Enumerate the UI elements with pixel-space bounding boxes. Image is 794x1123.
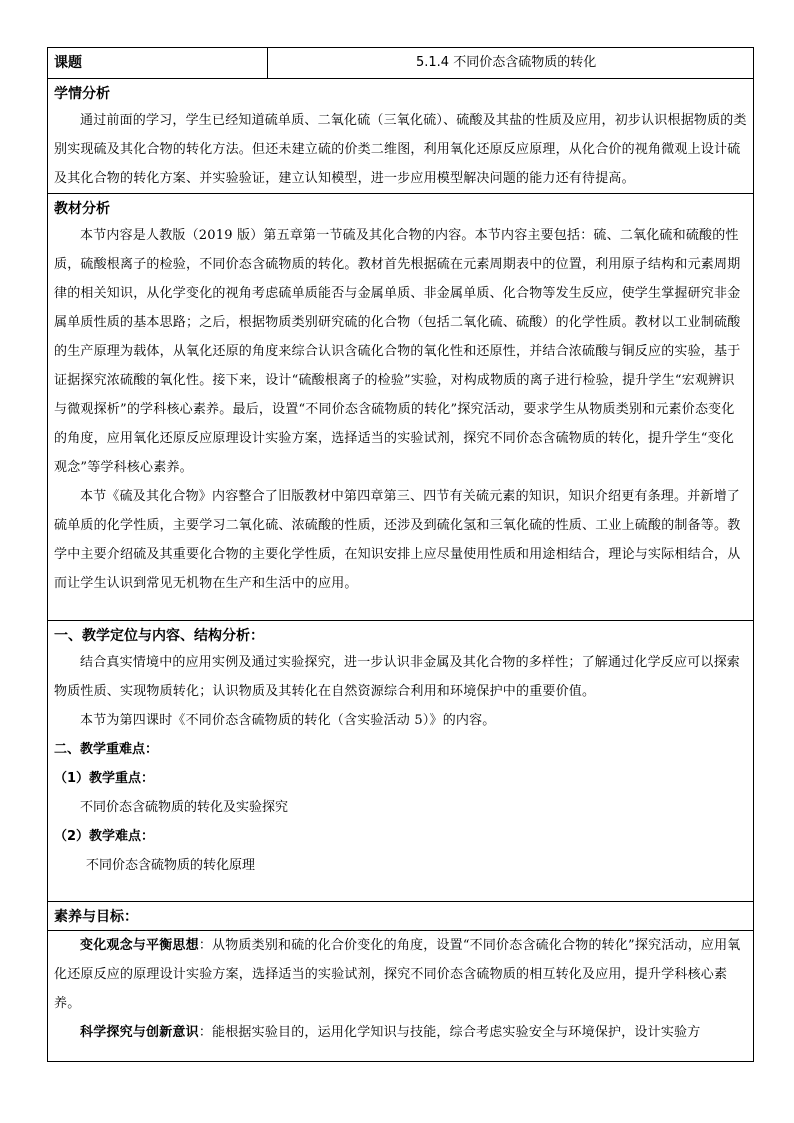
header-row bbox=[48, 48, 754, 79]
topic-label: 课题 bbox=[48, 48, 268, 79]
key-point-title: （1）教学重点： bbox=[54, 771, 155, 786]
literacy-title-row bbox=[48, 902, 754, 931]
literacy-title: 素养与目标： bbox=[54, 909, 138, 925]
literacy-goals-row bbox=[48, 931, 754, 1062]
difficulty-title: 二、教学重难点： bbox=[54, 742, 159, 757]
literacy-item-2-text: ：能根据实验目的，运用化学知识与技能，综合考虑实验安全与环境保护，设计实验方 bbox=[198, 1025, 701, 1040]
difficult-point-title: （2）教学难点： bbox=[54, 829, 155, 844]
literacy-item-1 bbox=[48, 931, 753, 1018]
learner-analysis-title: 学情分析 bbox=[54, 86, 110, 102]
positioning-row bbox=[48, 621, 754, 902]
literacy-item-2-lead: 科学探究与创新意识 bbox=[80, 1025, 199, 1040]
learner-analysis-row bbox=[48, 79, 754, 194]
literacy-item-1-lead: 变化观念与平衡思想 bbox=[80, 938, 199, 953]
textbook-analysis-para2: 本节《硫及其化合物》内容整合了旧版教材中第四章第三、四节有关硫元素的知识，知识介绍更有条理。并新增了硫单质的化学性质，主要学习二氧化硫、浓硫酸的性质，还涉及到硫化氢和三氧化硫的性质、工业上硫酸的制备等。教学中主要介绍硫及其重要化合物的主要化学性质，在知识安排上应尽量使用性质和用途相结合，理论与实际相结合，从而让学生认识到常见无机物在生产和生活中的应用。 bbox=[54, 489, 741, 591]
learner-analysis-text: 通过前面的学习，学生已经知道硫单质、二氧化硫（三氧化硫）、硫酸及其盐的性质及应用，初步认识根据物质的类别实现硫及其化合物的转化方法。但还未建立硫的价类二维图，利用氧化还原反应原理，从化合价的视角微观上设计硫及其化合物的转化方案、并实验验证，建立认知模型，进一步应用模型解决问题的能力还有待提高。 bbox=[54, 113, 747, 186]
textbook-analysis-para1: 本节内容是人教版（2019 版）第五章第一节硫及其化合物的内容。本节内容主要包括：硫、二氧化硫和硫酸的性质，硫酸根离子的检验，不同价态含硫物质的转化。教材首先根据硫在元素周期表中的位置，利用原子结构和元素周期律的相关知识，从化学变化的视角考虑硫单质能否与金属单质、非金属单质、化合物等发生反应，使学生掌握研究非金属单质性质的基本思路；之后，根据物质类别研究硫的化合物（包括二氧化硫、硫酸）的化学性质。教材以工业制硫酸的生产原理为载体，从氧化还原的角度来综合认识含硫化合物的氧化性和还原性，并结合浓硫酸与铜反应的实验，基于证据探究浓硫酸的氧化性。接下来，设计“硫酸根离子的检验”实验，对构成物质的离子进行检验，提升学生“宏观辨识与微观探析”的学科核心素养。最后，设置“不同价态含硫物质的转化”探究活动，要求学生从物质类别和元素价态变化的角度，应用氧化还原反应原理设计实验方案，选择适当的实验试剂，探究不同价态含硫物质的转化，提升学生“变化观念”等学科核心素养。 bbox=[54, 228, 741, 475]
lesson-plan-table bbox=[47, 47, 754, 1062]
textbook-analysis-title: 教材分析 bbox=[54, 201, 110, 217]
literacy-item-1-text: ：从物质类别和硫的化合价变化的角度，设置“不同价态含硫化合物的转化”探究活动，应用氧化还原反应的原理设计实验方案，选择适当的实验试剂，探究不同价态含硫物质的相互转化及应用，提升学科核心素养。 bbox=[54, 938, 741, 1011]
topic-title: 5.1.4 不同价态含硫物质的转化 bbox=[268, 48, 754, 79]
key-point-text: 不同价态含硫物质的转化及实验探究 bbox=[80, 800, 289, 815]
positioning-para1: 结合真实情境中的应用实例及通过实验探究，进一步认识非金属及其化合物的多样性；了解通过化学反应可以探索物质性质、实现物质转化；认识物质及其转化在自然资源综合利用和环境保护中的重要价值。 bbox=[54, 655, 741, 699]
positioning-title: 一、教学定位与内容、结构分析： bbox=[54, 628, 264, 644]
positioning-para2: 本节为第四课时《不同价态含硫物质的转化（含实验活动 5）》的内容。 bbox=[80, 713, 496, 728]
difficult-point-text: 不同价态含硫物质的转化原理 bbox=[86, 858, 256, 873]
lesson-plan-page bbox=[47, 47, 753, 1062]
literacy-item-2 bbox=[48, 1018, 753, 1047]
textbook-analysis-row bbox=[48, 194, 754, 621]
